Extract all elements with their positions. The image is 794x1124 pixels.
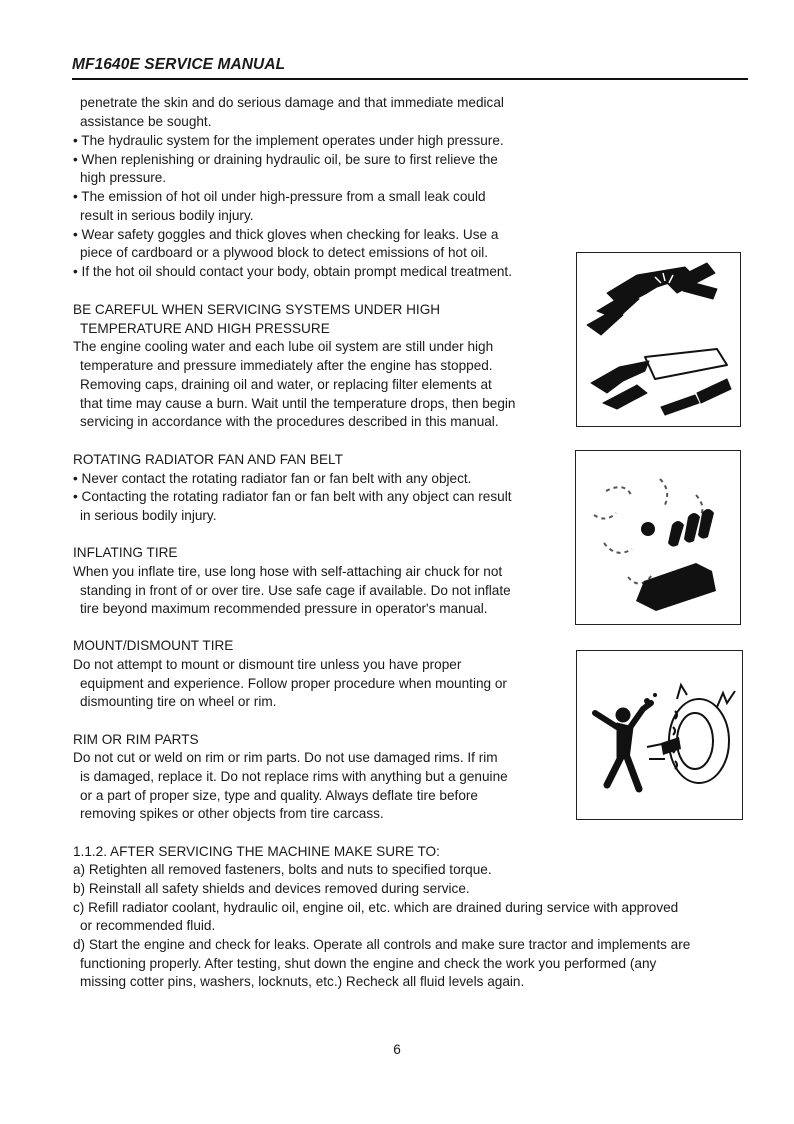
hot-oil-warning-illustration <box>576 252 741 427</box>
list-item: c) Refill radiator coolant, hydraulic oil, engine oil, etc. which are drained during service with approved <box>73 900 679 915</box>
bullet-item: • When replenishing or draining hydraulic oil, be sure to first relieve the <box>73 152 498 167</box>
text-line: in serious bodily injury. <box>80 508 217 523</box>
text-line: piece of cardboard or a plywood block to detect emissions of hot oil. <box>80 245 489 260</box>
text-line: that time may cause a burn. Wait until the temperature drops, then begin <box>80 396 516 411</box>
rotating-fan-hand-icon <box>576 451 740 624</box>
text-line: equipment and experience. Follow proper procedure when mounting or <box>80 676 507 691</box>
page-title: MF1640E SERVICE MANUAL <box>72 56 286 73</box>
text-line: removing spikes or other objects from tire carcass. <box>80 806 384 821</box>
text-line: functioning properly. After testing, shut down the engine and check the work you performed (any <box>80 956 657 971</box>
section-heading: MOUNT/DISMOUNT TIRE <box>73 638 234 653</box>
bullet-item: • Contacting the rotating radiator fan or fan belt with any object can result <box>73 489 512 504</box>
text-line: Removing caps, draining oil and water, or replacing filter elements at <box>80 377 492 392</box>
bullet-item: • Wear safety goggles and thick gloves when checking for leaks. Use a <box>73 227 499 242</box>
text-line: servicing in accordance with the procedures described in this manual. <box>80 414 499 429</box>
list-item: b) Reinstall all safety shields and devices removed during service. <box>73 881 470 896</box>
text-line: or recommended fluid. <box>80 918 216 933</box>
page-header <box>72 56 748 74</box>
list-item: d) Start the engine and check for leaks. Operate all controls and make sure tractor and implements are <box>73 937 691 952</box>
text-line: Do not cut or weld on rim or rim parts. Do not use damaged rims. If rim <box>73 750 498 765</box>
text-line: tire beyond maximum recommended pressure in operator's manual. <box>80 601 488 616</box>
bullet-item: • If the hot oil should contact your body, obtain prompt medical treatment. <box>73 264 512 279</box>
text-line: temperature and pressure immediately after the engine has stopped. <box>80 358 493 373</box>
text-line: or a part of proper size, type and quality. Always deflate tire before <box>80 788 478 803</box>
page-number: 6 <box>393 1042 401 1057</box>
header-rule <box>72 78 748 80</box>
fan-warning-illustration <box>575 450 741 625</box>
section-heading: INFLATING TIRE <box>73 545 178 560</box>
section-heading: ROTATING RADIATOR FAN AND FAN BELT <box>73 452 343 467</box>
text-line: penetrate the skin and do serious damage and that immediate medical <box>80 95 504 110</box>
text-line: missing cotter pins, washers, locknuts, etc.) Recheck all fluid levels again. <box>80 974 525 989</box>
text-line: dismounting tire on wheel or rim. <box>80 694 277 709</box>
text-line: result in serious bodily injury. <box>80 208 254 223</box>
bullet-item: • The hydraulic system for the implement operates under high pressure. <box>73 133 504 148</box>
section-heading: RIM OR RIM PARTS <box>73 732 199 747</box>
tire-warning-illustration <box>576 650 743 820</box>
section-heading: TEMPERATURE AND HIGH PRESSURE <box>80 321 330 336</box>
text-line: high pressure. <box>80 170 167 185</box>
bullet-item: • Never contact the rotating radiator fan or fan belt with any object. <box>73 471 472 486</box>
text-line: When you inflate tire, use long hose with self-attaching air chuck for not <box>73 564 503 579</box>
text-line: standing in front of or over tire. Use safe cage if available. Do not inflate <box>80 583 511 598</box>
hot-oil-leak-hand-icon <box>577 253 740 426</box>
text-line: Do not attempt to mount or dismount tire unless you have proper <box>73 657 462 672</box>
text-line: The engine cooling water and each lube oil system are still under high <box>73 339 494 354</box>
tire-explosion-icon <box>577 651 742 819</box>
list-item: a) Retighten all removed fasteners, bolts and nuts to specified torque. <box>73 862 492 877</box>
section-heading: 1.1.2. AFTER SERVICING THE MACHINE MAKE SURE TO: <box>73 844 440 859</box>
text-line: assistance be sought. <box>80 114 212 129</box>
bullet-item: • The emission of hot oil under high-pressure from a small leak could <box>73 189 486 204</box>
text-line: is damaged, replace it. Do not replace rims with anything but a genuine <box>80 769 508 784</box>
section-heading: BE CAREFUL WHEN SERVICING SYSTEMS UNDER HIGH <box>73 302 441 317</box>
